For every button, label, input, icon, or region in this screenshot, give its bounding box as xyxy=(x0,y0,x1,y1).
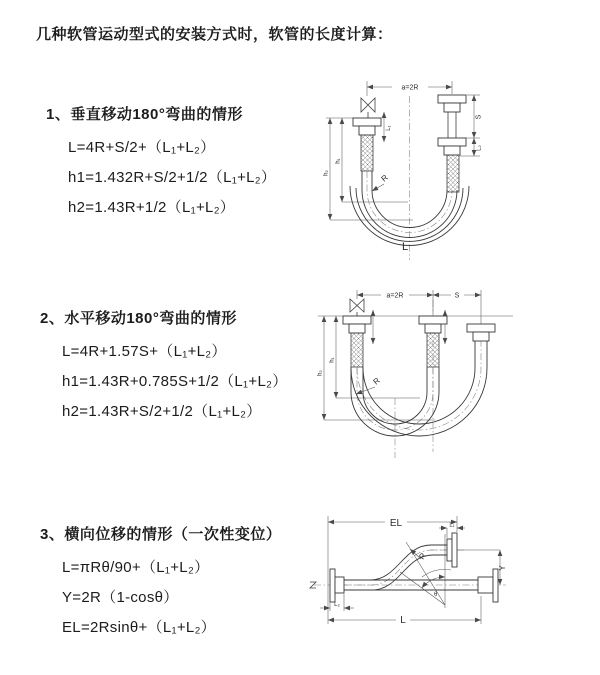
diagram-horizontal-180-bend xyxy=(300,280,590,475)
dim-label-y: Y xyxy=(498,565,507,571)
dim-label-l2: L₂ xyxy=(334,602,340,608)
label-bend-radius: R xyxy=(417,551,428,562)
section-1-heading: 1、垂直移动180°弯曲的情形 xyxy=(46,106,243,123)
formula-el: EL=2Rsinθ+（L₁+L₂） xyxy=(62,619,216,636)
dim-label-el: EL xyxy=(389,518,403,529)
right-flange-lower xyxy=(438,138,466,192)
section-vertical-movement xyxy=(46,103,276,226)
dim-label-l1: L₁ xyxy=(386,125,392,131)
braided-section xyxy=(351,333,363,367)
formula-h2: h2=1.43R+S/2+1/2（L₁+L₂） xyxy=(62,403,262,420)
dim-label-l1: L₁ xyxy=(449,522,455,529)
valve-symbol xyxy=(350,299,364,316)
label-bend-radius: R xyxy=(379,172,390,184)
formula-length: L=4R+S/2+（L₁+L₂） xyxy=(68,139,216,156)
right-flange-upper xyxy=(438,95,466,138)
dim-label-s: S xyxy=(454,292,460,300)
braided-section xyxy=(427,333,439,367)
braided-section xyxy=(361,135,373,171)
valve-symbol xyxy=(361,98,375,118)
formula-length: L=4R+1.57S+（L₁+L₂） xyxy=(62,343,227,360)
dim-label-a-2r: a=2R xyxy=(401,84,419,92)
dim-label-s: S xyxy=(475,114,483,120)
dim-label-a-2r: a=2R xyxy=(386,292,404,300)
dim-label-h2: h₂ xyxy=(317,370,324,376)
dimension-lines xyxy=(320,515,507,626)
formula-h1: h1=1.432R+S/2+1/2（L₁+L₂） xyxy=(68,169,277,186)
section-horizontal-movement xyxy=(40,307,288,430)
left-flange xyxy=(310,569,344,602)
left-flange xyxy=(343,316,371,367)
page-title: 几种软管运动型式的安装方式时，软管的长度计算： xyxy=(36,26,393,43)
dim-label-l2: L₂ xyxy=(476,145,483,151)
middle-flange xyxy=(419,316,447,367)
label-hose-length: L xyxy=(401,241,409,253)
dim-label-h1: h₁ xyxy=(335,158,342,164)
formula-y: Y=2R（1-cosθ） xyxy=(62,589,179,606)
section-lateral-displacement xyxy=(40,523,281,646)
formula-h2: h2=1.43R+1/2（L₁+L₂） xyxy=(68,199,236,216)
label-bend-radius: R xyxy=(371,375,382,387)
braided-section xyxy=(447,155,459,192)
dim-label-h1: h₁ xyxy=(329,357,336,363)
radius-callout xyxy=(372,173,390,191)
formula-h1: h1=1.43R+0.785S+1/2（L₁+L₂） xyxy=(62,373,288,390)
radius-callout xyxy=(356,376,382,394)
left-flange xyxy=(353,118,381,171)
dim-label-h2: h₂ xyxy=(323,170,330,176)
dimension-lines xyxy=(318,289,514,420)
upper-right-flange xyxy=(447,533,457,567)
diagram-lateral-displacement xyxy=(300,498,600,648)
label-angle-theta: θ xyxy=(434,592,438,598)
diagram-vertical-180-bend xyxy=(300,70,590,265)
dim-label-l: L xyxy=(400,615,406,626)
section-3-heading: 3、横向位移的情形（一次性变位） xyxy=(40,526,282,543)
section-2-heading: 2、水平移动180°弯曲的情形 xyxy=(40,310,237,327)
formula-length: L=πRθ/90+（L₁+L₂） xyxy=(62,559,210,576)
hose-curves xyxy=(344,545,478,590)
right-flange-moved xyxy=(467,324,495,341)
